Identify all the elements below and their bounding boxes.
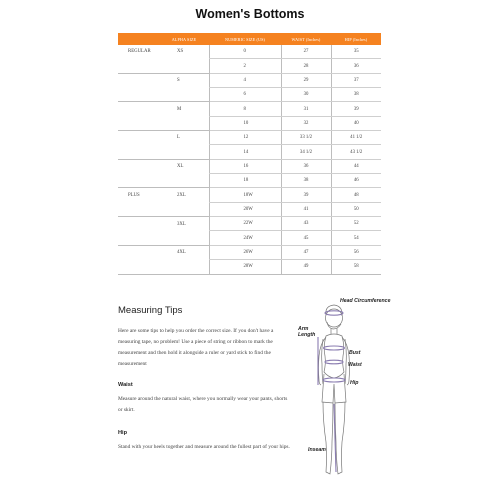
numeric-size-cell: 8	[209, 102, 281, 116]
table-row	[118, 260, 381, 274]
numeric-size-cell: 2	[209, 59, 281, 73]
size-type-cell	[118, 217, 159, 231]
hip-cell: 58	[331, 260, 381, 274]
numeric-size-cell: 24W	[209, 231, 281, 245]
alpha-size-cell: 4XL	[177, 250, 186, 256]
header-numeric-size: NUMERIC SIZE (US)	[209, 33, 281, 45]
alpha-size-cell	[159, 145, 209, 159]
hip-cell: 48	[331, 188, 381, 202]
table-row	[118, 88, 381, 102]
table-row	[118, 116, 381, 130]
header-waist: WAIST (Inches)	[281, 33, 331, 45]
hip-cell: 40	[331, 116, 381, 130]
label-bust: Bust	[349, 350, 361, 356]
alpha-size-cell	[159, 116, 209, 130]
size-type-cell	[118, 116, 159, 130]
size-type-cell	[118, 102, 159, 116]
label-waist: Waist	[348, 362, 362, 368]
waist-cell: 34 1/2	[281, 145, 331, 159]
numeric-size-cell: 16	[209, 159, 281, 173]
alpha-size-cell	[159, 174, 209, 188]
hip-cell: 46	[331, 174, 381, 188]
waist-text: Measure around the natural waist, where you normally wear your pants, shorts or skirt.	[118, 396, 288, 413]
size-type-cell	[118, 231, 159, 245]
alpha-size-cell	[159, 59, 209, 73]
numeric-size-cell: 12	[209, 131, 281, 145]
table-row	[118, 245, 381, 259]
table-row	[118, 59, 381, 73]
table-row	[118, 174, 381, 188]
table-row	[118, 131, 381, 145]
waist-cell: 30	[281, 88, 331, 102]
waist-cell: 43	[281, 217, 331, 231]
measuring-tips-heading: Measuring Tips	[118, 305, 183, 316]
waist-cell: 31	[281, 102, 331, 116]
hip-cell: 36	[331, 59, 381, 73]
table-header-row	[118, 33, 381, 45]
waist-cell: 47	[281, 245, 331, 259]
alpha-size-cell: M	[177, 106, 182, 112]
size-type-cell	[118, 260, 159, 274]
numeric-size-cell: 6	[209, 88, 281, 102]
numeric-size-cell: 4	[209, 73, 281, 87]
size-type-cell	[118, 59, 159, 73]
waist-cell: 41	[281, 202, 331, 216]
table-row	[118, 45, 381, 59]
hip-cell: 52	[331, 217, 381, 231]
alpha-size-cell: L	[177, 135, 180, 141]
alpha-size-cell: XS	[177, 49, 184, 55]
alpha-size-cell	[159, 260, 209, 274]
table-row	[118, 188, 381, 202]
table-row	[118, 217, 381, 231]
alpha-size-cell: 3XL	[177, 221, 186, 227]
size-type-cell: REGULAR	[128, 49, 151, 55]
numeric-size-cell: 10	[209, 116, 281, 130]
waist-cell: 33 1/2	[281, 131, 331, 145]
hip-cell: 44	[331, 159, 381, 173]
table-row	[118, 231, 381, 245]
table-row	[118, 73, 381, 87]
alpha-size-cell	[159, 231, 209, 245]
size-type-cell	[118, 145, 159, 159]
hip-cell: 37	[331, 73, 381, 87]
hip-cell: 56	[331, 245, 381, 259]
numeric-size-cell: 26W	[209, 245, 281, 259]
size-type-cell	[118, 73, 159, 87]
waist-heading: Waist	[118, 382, 133, 388]
numeric-size-cell: 22W	[209, 217, 281, 231]
hip-cell: 38	[331, 88, 381, 102]
numeric-size-cell: 18W	[209, 188, 281, 202]
table-row	[118, 202, 381, 216]
table-row	[118, 145, 381, 159]
hip-text: Stand with your heels together and measure around the fullest part of your hips.	[118, 444, 290, 450]
hip-cell: 41 1/2	[331, 131, 381, 145]
label-inseam: Inseam	[308, 447, 326, 453]
size-type-cell	[118, 245, 159, 259]
measuring-tips-intro: Here are some tips to help you order the correct size. If you don't have a measuring tape, no problem! Use a piece of string or ribbon to mark the measurement and then hold it alongside a ruler or yard stick to find the measurement	[118, 328, 274, 367]
numeric-size-cell: 28W	[209, 260, 281, 274]
measurement-figure	[292, 292, 392, 492]
size-type-cell	[118, 88, 159, 102]
header-alpha-size: ALPHA SIZE	[159, 33, 209, 45]
waist-cell: 29	[281, 73, 331, 87]
waist-cell: 38	[281, 174, 331, 188]
size-type-cell: PLUS	[128, 192, 140, 198]
label-hip: Hip	[350, 380, 359, 386]
numeric-size-cell: 14	[209, 145, 281, 159]
waist-cell: 27	[281, 45, 331, 59]
size-chart-table	[118, 33, 381, 275]
label-arm-length: Arm Length	[298, 326, 316, 338]
hip-cell: 43 1/2	[331, 145, 381, 159]
alpha-size-cell: 2XL	[177, 192, 186, 198]
hip-cell: 39	[331, 102, 381, 116]
numeric-size-cell: 20W	[209, 202, 281, 216]
waist-cell: 49	[281, 260, 331, 274]
hip-cell: 50	[331, 202, 381, 216]
numeric-size-cell: 18	[209, 174, 281, 188]
page-title: Women's Bottoms	[195, 7, 305, 21]
table-row	[118, 102, 381, 116]
waist-cell: 36	[281, 159, 331, 173]
hip-heading: Hip	[118, 430, 128, 436]
hip-cell: 54	[331, 231, 381, 245]
alpha-size-cell: S	[177, 78, 180, 84]
size-type-cell	[118, 159, 159, 173]
waist-cell: 45	[281, 231, 331, 245]
waist-cell: 32	[281, 116, 331, 130]
alpha-size-cell: XL	[177, 164, 184, 170]
label-head-circumference: Head Circumference	[340, 298, 391, 304]
alpha-size-cell	[159, 88, 209, 102]
hip-cell: 35	[331, 45, 381, 59]
header-type	[118, 33, 159, 45]
numeric-size-cell: 0	[209, 45, 281, 59]
size-type-cell	[118, 131, 159, 145]
size-type-cell	[118, 174, 159, 188]
table-row	[118, 159, 381, 173]
header-hip: HIP (Inches)	[331, 33, 381, 45]
waist-cell: 39	[281, 188, 331, 202]
alpha-size-cell	[159, 202, 209, 216]
woman-figure-illustration	[292, 292, 392, 492]
waist-cell: 28	[281, 59, 331, 73]
size-type-cell	[118, 202, 159, 216]
